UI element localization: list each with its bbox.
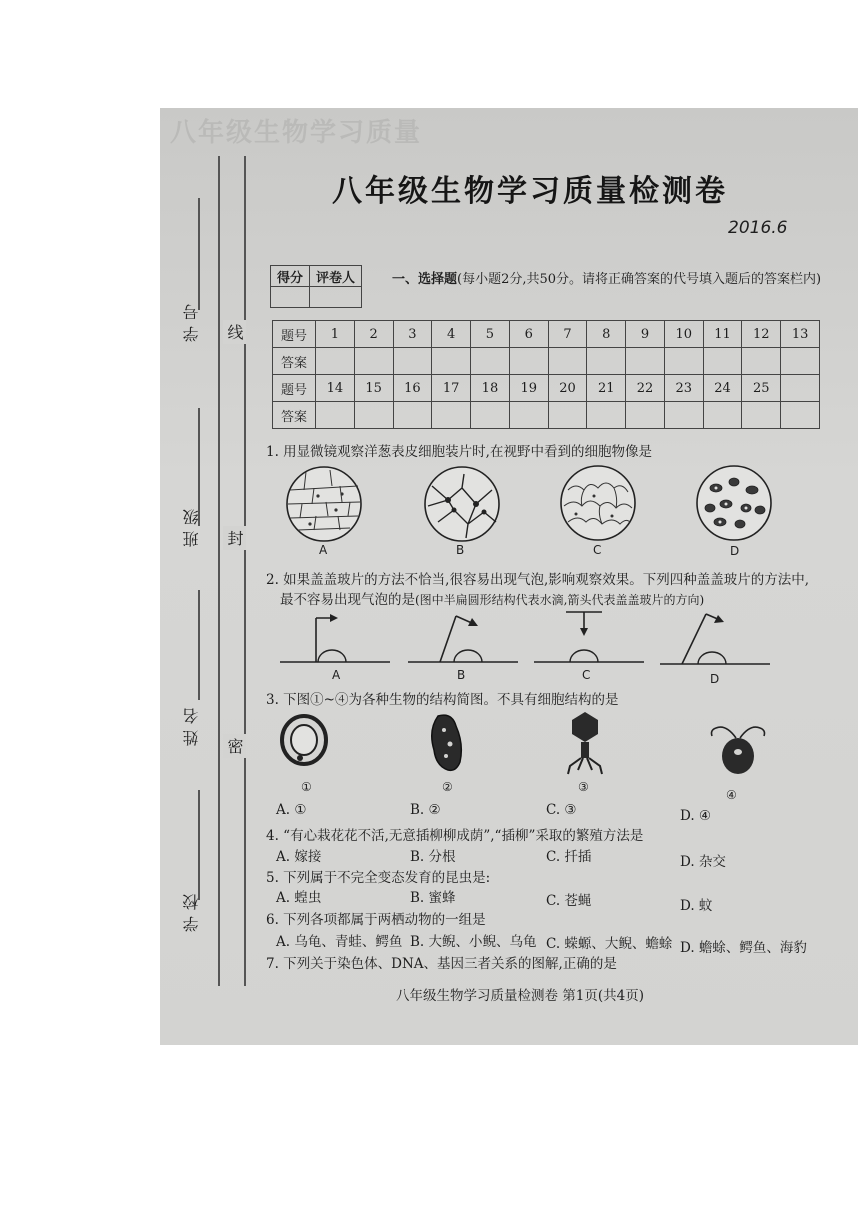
answer-cell[interactable] bbox=[626, 402, 665, 429]
q4-option-c[interactable]: C. 扦插 bbox=[546, 849, 592, 865]
q6-option-d[interactable]: D. 蟾蜍、鳄鱼、海豹 bbox=[680, 940, 807, 956]
grader-label: 评卷人 bbox=[310, 266, 362, 287]
question-number: 21 bbox=[587, 375, 626, 402]
coverslip-method-b bbox=[404, 606, 522, 666]
field-label-xuexiao: 学校 bbox=[182, 888, 201, 932]
question-number: 10 bbox=[664, 321, 703, 348]
field-label-banji: 班级 bbox=[182, 503, 201, 547]
q4-option-a[interactable]: A. 嫁接 bbox=[276, 849, 322, 865]
q2-label-a: A bbox=[332, 668, 341, 682]
q3-label-3: ③ bbox=[578, 780, 589, 794]
score-label: 得分 bbox=[271, 266, 310, 287]
answer-cell[interactable] bbox=[781, 348, 820, 375]
question-number: 15 bbox=[354, 375, 393, 402]
question-number: 7 bbox=[548, 321, 587, 348]
epidermal-cells-figure-c bbox=[554, 464, 644, 542]
q5-option-c[interactable]: C. 苍蝇 bbox=[546, 893, 592, 909]
q1-label-a: A bbox=[319, 543, 328, 557]
question-1: 1. 用显微镜观察洋葱表皮细胞装片时,在视野中看到的细胞物像是 bbox=[266, 444, 652, 460]
seal-mark-feng: 封 bbox=[223, 526, 246, 550]
answer-grid bbox=[272, 320, 820, 429]
virus-structure-3 bbox=[562, 710, 608, 776]
page-footer: 八年级生物学习质量检测卷 第1页(共4页) bbox=[396, 988, 645, 1004]
q4-option-d[interactable]: D. 杂交 bbox=[680, 854, 726, 870]
answer-grid-row bbox=[273, 375, 820, 402]
question-number: 23 bbox=[664, 375, 703, 402]
answer-cell[interactable] bbox=[742, 348, 781, 375]
exam-date: 2016.6 bbox=[728, 218, 788, 238]
q3-option-c[interactable]: C. ③ bbox=[546, 802, 577, 818]
question-number: 25 bbox=[742, 375, 781, 402]
row-label-question: 题号 bbox=[273, 321, 316, 348]
answer-cell[interactable] bbox=[587, 402, 626, 429]
q5-option-a[interactable]: A. 蝗虫 bbox=[276, 890, 322, 906]
cell-structure-4 bbox=[706, 716, 770, 778]
grader-cell[interactable] bbox=[310, 287, 362, 308]
seal-mark-xian: 线 bbox=[223, 320, 246, 344]
field-label-xingming: 姓名 bbox=[182, 702, 201, 746]
answer-cell[interactable] bbox=[587, 348, 626, 375]
question-number: 14 bbox=[316, 375, 355, 402]
q2-label-b: B bbox=[457, 668, 466, 682]
row-label-question: 题号 bbox=[273, 375, 316, 402]
answer-cell[interactable] bbox=[664, 402, 703, 429]
answer-grid-row bbox=[273, 321, 820, 348]
answer-cell[interactable] bbox=[354, 402, 393, 429]
question-number: 4 bbox=[432, 321, 471, 348]
question-number: 17 bbox=[432, 375, 471, 402]
answer-cell[interactable] bbox=[781, 402, 820, 429]
score-box bbox=[270, 265, 362, 308]
q3-option-d[interactable]: D. ④ bbox=[680, 808, 712, 824]
onion-cells-figure-a bbox=[280, 466, 370, 542]
question-number: 22 bbox=[626, 375, 665, 402]
question-number: 20 bbox=[548, 375, 587, 402]
q6-option-b[interactable]: B. 大鲵、小鲵、乌龟 bbox=[410, 934, 537, 950]
answer-cell[interactable] bbox=[471, 402, 510, 429]
blood-cells-figure-d bbox=[690, 464, 780, 542]
seal-mark-mi: 密 bbox=[223, 734, 246, 758]
field-line-xuexiao bbox=[198, 790, 200, 900]
question-2-line-1: 2. 如果盖盖玻片的方法不恰当,很容易出现气泡,影响观察效果。下列四种盖盖玻片的方法中, bbox=[266, 572, 810, 588]
q5-option-d[interactable]: D. 蚊 bbox=[680, 898, 713, 914]
answer-cell[interactable] bbox=[432, 402, 471, 429]
q2-label-d: D bbox=[710, 672, 720, 686]
question-3: 3. 下图①~④为各种生物的结构简图。不具有细胞结构的是 bbox=[266, 692, 619, 708]
question-number: 1 bbox=[316, 321, 355, 348]
question-number: 9 bbox=[626, 321, 665, 348]
coverslip-method-c bbox=[530, 606, 648, 666]
q1-label-b: B bbox=[456, 543, 465, 557]
answer-grid-row bbox=[273, 348, 820, 375]
answer-cell[interactable] bbox=[509, 348, 548, 375]
question-number: 6 bbox=[509, 321, 548, 348]
q3-label-4: ④ bbox=[726, 788, 737, 802]
coverslip-method-d bbox=[656, 606, 774, 668]
margin-rule-outer bbox=[218, 156, 220, 986]
answer-cell[interactable] bbox=[471, 348, 510, 375]
question-number: 8 bbox=[587, 321, 626, 348]
answer-cell[interactable] bbox=[626, 348, 665, 375]
section-heading bbox=[392, 268, 822, 292]
answer-cell[interactable] bbox=[316, 348, 355, 375]
q1-label-c: C bbox=[593, 543, 602, 557]
answer-grid-row bbox=[273, 402, 820, 429]
answer-cell[interactable] bbox=[548, 348, 587, 375]
field-line-xuehao bbox=[198, 198, 200, 310]
answer-cell[interactable] bbox=[316, 402, 355, 429]
neuron-cells-figure-b bbox=[418, 466, 508, 542]
answer-cell[interactable] bbox=[393, 402, 432, 429]
question-6: 6. 下列各项都属于两栖动物的一组是 bbox=[266, 912, 486, 928]
question-number: 18 bbox=[471, 375, 510, 402]
row-label-answer: 答案 bbox=[273, 348, 316, 375]
question-number: 19 bbox=[509, 375, 548, 402]
page-title: 八年级生物学习质量检测卷 bbox=[332, 174, 728, 209]
answer-cell[interactable] bbox=[393, 348, 432, 375]
question-number: 2 bbox=[354, 321, 393, 348]
field-line-xingming bbox=[198, 590, 200, 700]
question-4: 4. “有心栽花花不活,无意插柳柳成荫”,“插柳”采取的繁殖方法是 bbox=[266, 828, 644, 844]
answer-cell[interactable] bbox=[742, 402, 781, 429]
margin-rule-inner bbox=[244, 156, 246, 986]
question-number: 5 bbox=[471, 321, 510, 348]
question-number bbox=[781, 375, 820, 402]
field-label-xuehao: 学号 bbox=[182, 298, 201, 342]
cell-structure-2 bbox=[422, 710, 472, 776]
q3-option-b[interactable]: B. ② bbox=[410, 802, 441, 818]
section-instruction: (每小题2分,共50分。请将正确答案的代号填入题后的答案栏内) bbox=[457, 272, 822, 287]
answer-cell[interactable] bbox=[664, 348, 703, 375]
q1-label-d: D bbox=[730, 544, 740, 558]
section-title: 一、选择题 bbox=[392, 272, 458, 287]
q3-label-1: ① bbox=[301, 780, 312, 794]
question-7: 7. 下列关于染色体、DNA、基因三者关系的图解,正确的是 bbox=[266, 956, 617, 972]
q3-label-2: ② bbox=[442, 780, 453, 794]
answer-cell[interactable] bbox=[509, 402, 548, 429]
q2-label-c: C bbox=[582, 668, 591, 682]
bleed-through-header: 八年级生物学习质量 bbox=[170, 118, 423, 148]
question-number: 11 bbox=[703, 321, 742, 348]
answer-cell[interactable] bbox=[548, 402, 587, 429]
cell-structure-1 bbox=[276, 712, 332, 772]
question-number: 13 bbox=[781, 321, 820, 348]
question-number: 24 bbox=[703, 375, 742, 402]
question-5: 5. 下列属于不完全变态发育的昆虫是: bbox=[266, 870, 491, 886]
question-number: 3 bbox=[393, 321, 432, 348]
question-number: 16 bbox=[393, 375, 432, 402]
answer-cell[interactable] bbox=[703, 348, 742, 375]
question-2-line-2 bbox=[280, 588, 704, 608]
answer-cell[interactable] bbox=[354, 348, 393, 375]
question-2-stem: 最不容易出现气泡的是 bbox=[280, 592, 415, 608]
coverslip-method-a bbox=[276, 606, 394, 666]
question-number: 12 bbox=[742, 321, 781, 348]
answer-cell[interactable] bbox=[703, 402, 742, 429]
exam-photo bbox=[160, 108, 858, 1045]
row-label-answer: 答案 bbox=[273, 402, 316, 429]
question-2-note: (图中半扁圆形结构代表水滴,箭头代表盖盖玻片的方向) bbox=[415, 593, 705, 607]
answer-cell[interactable] bbox=[432, 348, 471, 375]
q6-option-a[interactable]: A. 乌龟、青蛙、鳄鱼 bbox=[276, 934, 403, 950]
q6-option-c[interactable]: C. 蝾螈、大鲵、蟾蜍 bbox=[546, 936, 673, 952]
q5-option-b[interactable]: B. 蜜蜂 bbox=[410, 890, 456, 906]
q3-option-a[interactable]: A. ① bbox=[276, 802, 307, 818]
score-cell[interactable] bbox=[271, 287, 310, 308]
q4-option-b[interactable]: B. 分根 bbox=[410, 849, 456, 865]
